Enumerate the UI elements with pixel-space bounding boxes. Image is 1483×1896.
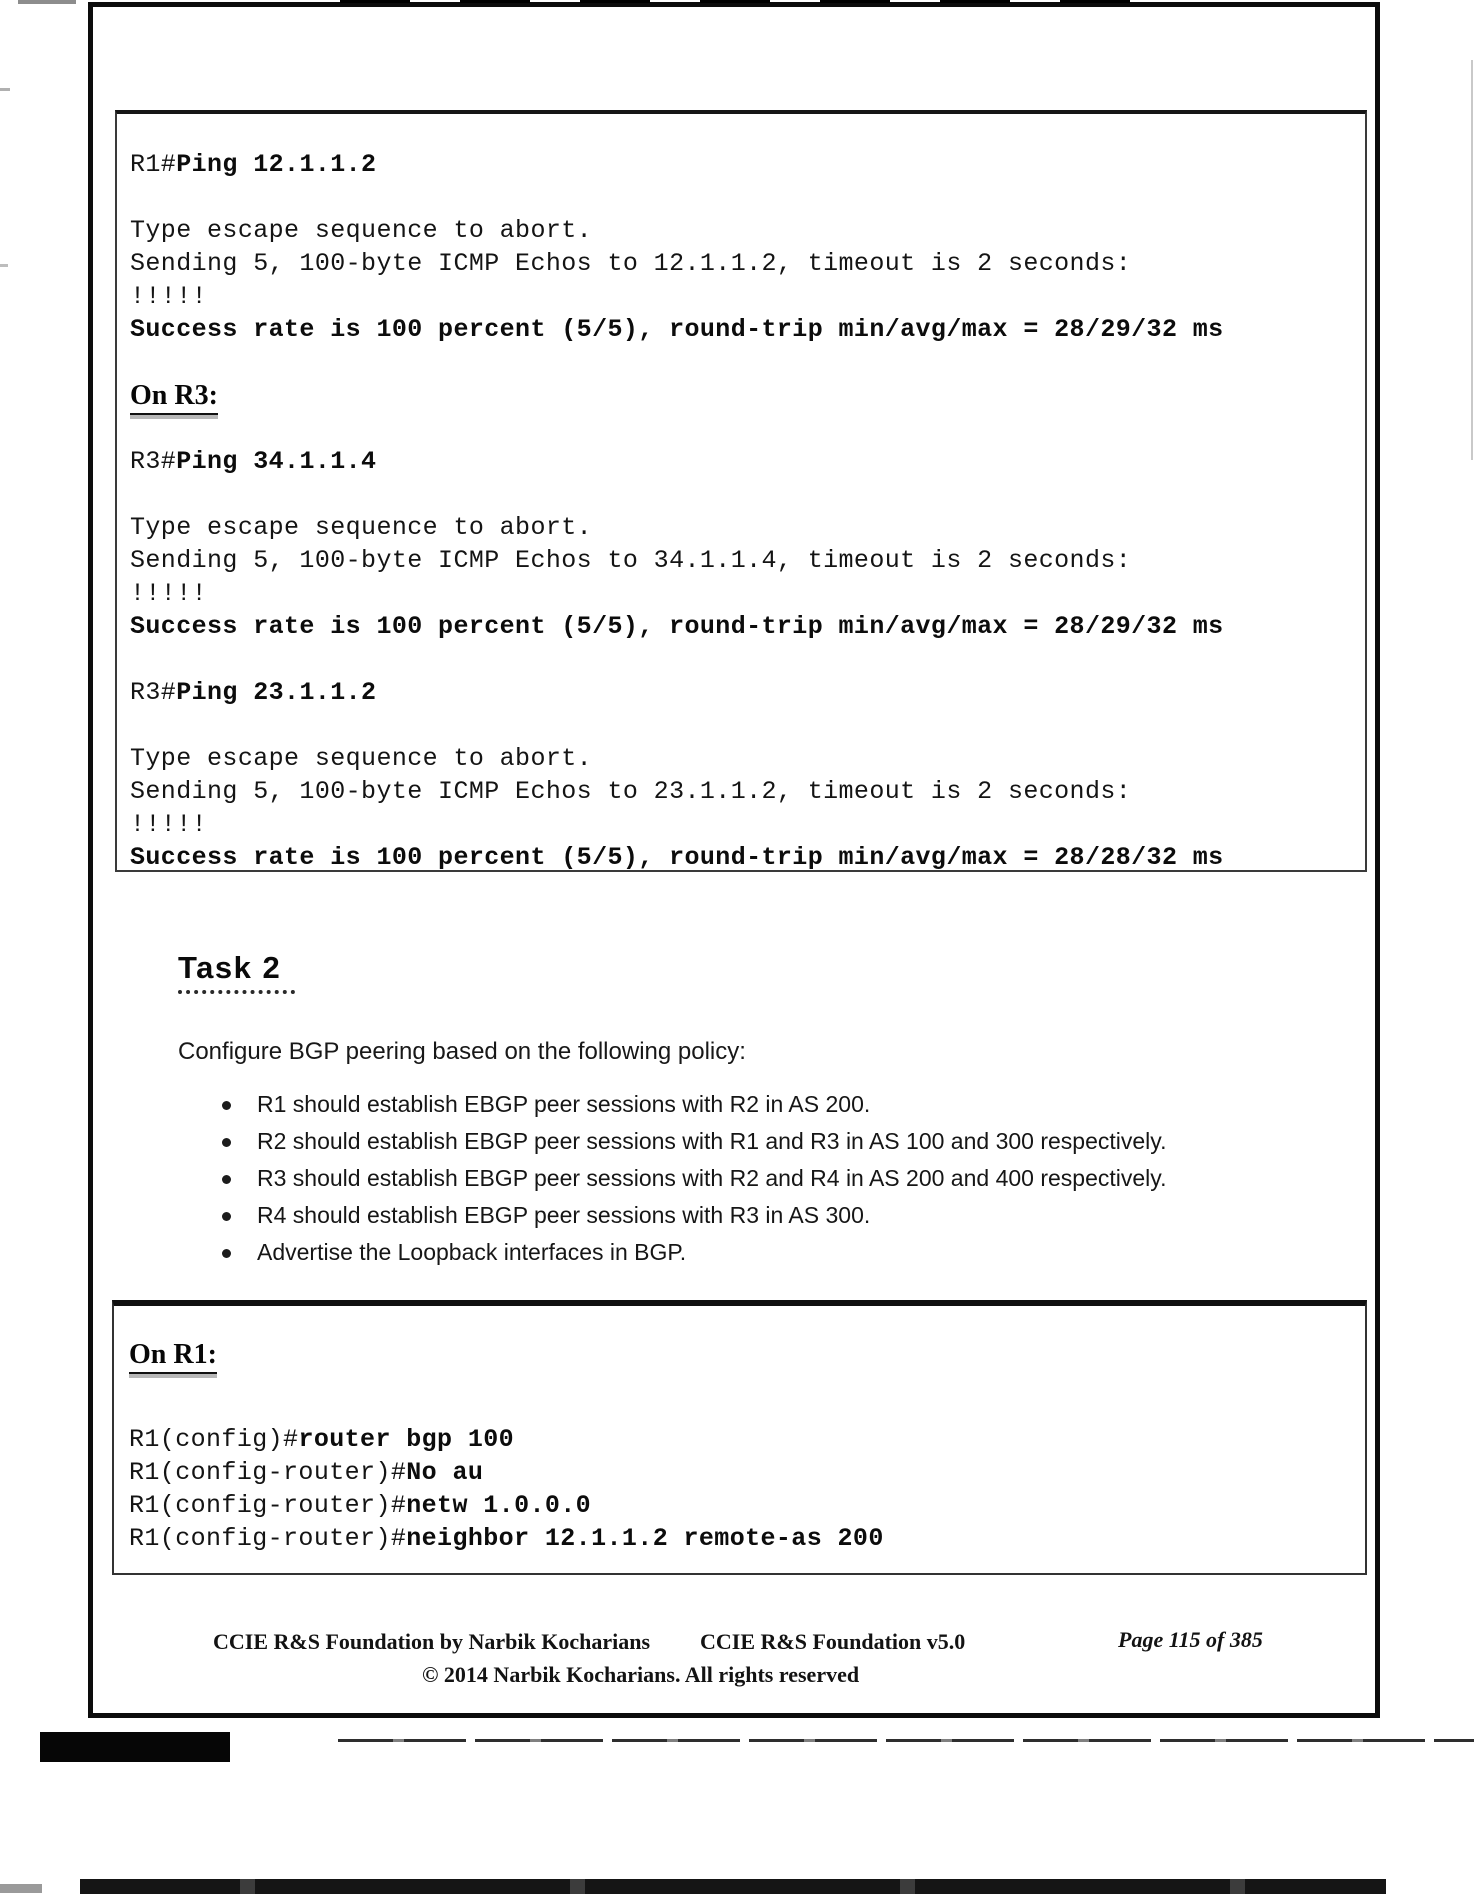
- cli-command-line: [130, 148, 1365, 181]
- scan-artifact-line: [1471, 60, 1473, 460]
- list-item: [222, 1129, 1352, 1154]
- list-item: [222, 1240, 1352, 1265]
- bullet-icon: [222, 1138, 231, 1147]
- cli-prompt: R1(config-router)#: [129, 1524, 407, 1553]
- cli-prompt: R1(config)#: [129, 1425, 299, 1454]
- cli-output-line: Type escape sequence to abort.: [130, 513, 593, 542]
- scan-artifact-dash: [0, 88, 10, 91]
- scan-artifact-line: [338, 1739, 1474, 1742]
- task-intro-text: Configure BGP peering based on the following policy:: [178, 1038, 746, 1065]
- scan-artifact-dash: [0, 1884, 42, 1893]
- bullet-text: Advertise the Loopback interfaces in BGP.: [257, 1239, 687, 1265]
- task-heading-text: Task 2: [178, 950, 295, 994]
- task-bullet-list: [222, 1092, 1352, 1277]
- bullet-icon: [222, 1175, 231, 1184]
- cli-command: Ping 34.1.1.4: [176, 447, 377, 476]
- bullet-icon: [222, 1212, 231, 1221]
- cli-prompt: R1#: [130, 150, 177, 179]
- task-heading: [178, 950, 295, 994]
- cli-command: neighbor 12.1.1.2 remote-as 200: [406, 1524, 884, 1553]
- bullet-icon: [222, 1249, 231, 1258]
- cli-prompt: R3#: [130, 678, 177, 707]
- cli-output-line: Sending 5, 100-byte ICMP Echos to 34.1.1.4, timeout is 2 seconds:: [130, 546, 1132, 575]
- cli-command: router bgp 100: [298, 1425, 515, 1454]
- spacer-line: [130, 478, 1365, 511]
- cli-output-line: !!!!!: [130, 810, 208, 839]
- footer-edition: CCIE R&S Foundation v5.0: [700, 1629, 966, 1654]
- device-section-heading-text: On R1:: [129, 1338, 217, 1374]
- cli-command-line: [130, 676, 1365, 709]
- cli-command: No au: [406, 1458, 484, 1487]
- bullet-text: R1 should establish EBGP peer sessions with R2 in AS 200.: [257, 1091, 871, 1117]
- cli-command: Ping 12.1.1.2: [176, 150, 377, 179]
- cli-prompt: R1(config-router)#: [129, 1458, 407, 1487]
- scan-artifact-dash: [0, 264, 8, 267]
- bullet-text: R2 should establish EBGP peer sessions with R1 and R3 in AS 100 and 300 respectively.: [257, 1128, 1167, 1154]
- footer-book-title: CCIE R&S Foundation by Narbik Kocharians: [213, 1629, 651, 1654]
- terminal-output-box-config: [112, 1300, 1367, 1575]
- footer-page-number: Page 115 of 385: [1118, 1627, 1263, 1652]
- cli-command-line: [129, 1456, 1365, 1489]
- scan-artifact-black-rectangle: [40, 1732, 230, 1762]
- list-item: [222, 1092, 1352, 1117]
- scan-artifact-dash: [340, 0, 1160, 3]
- cli-command-line: [129, 1423, 1365, 1456]
- cli-command-line: [129, 1522, 1365, 1555]
- footer-copyright: © 2014 Narbik Kocharians. All rights reserved: [422, 1662, 860, 1687]
- spacer-line: [130, 181, 1365, 214]
- cli-command: Ping 23.1.1.2: [176, 678, 377, 707]
- cli-success-line: Success rate is 100 percent (5/5), round-trip min/avg/max = 28/29/32 ms: [130, 612, 1224, 641]
- spacer-line: [130, 643, 1365, 676]
- cli-output-line: Type escape sequence to abort.: [130, 216, 593, 245]
- device-section-heading-text: On R3:: [130, 379, 218, 415]
- bullet-text: R3 should establish EBGP peer sessions with R2 and R4 in AS 200 and 400 respectively.: [257, 1165, 1167, 1191]
- spacer-line: [130, 709, 1365, 742]
- spacer-line: [130, 346, 1365, 379]
- cli-output-line: !!!!!: [130, 282, 208, 311]
- cli-command-line: [130, 445, 1365, 478]
- cli-command: netw 1.0.0.0: [406, 1491, 592, 1520]
- terminal-output-box-ping: [115, 110, 1367, 872]
- cli-prompt: R3#: [130, 447, 177, 476]
- device-section-heading-r3: [130, 379, 1365, 412]
- cli-prompt: R1(config-router)#: [129, 1491, 407, 1520]
- cli-output-line: !!!!!: [130, 579, 208, 608]
- spacer-line: [130, 412, 1365, 445]
- cli-success-line: Success rate is 100 percent (5/5), round-trip min/avg/max = 28/28/32 ms: [130, 843, 1224, 872]
- list-item: [222, 1203, 1352, 1228]
- cli-output-line: Sending 5, 100-byte ICMP Echos to 12.1.1.2, timeout is 2 seconds:: [130, 249, 1132, 278]
- cli-command-line: [129, 1489, 1365, 1522]
- scan-artifact-dash: [18, 0, 76, 4]
- list-item: [222, 1166, 1352, 1191]
- cli-output-line: Sending 5, 100-byte ICMP Echos to 23.1.1.2, timeout is 2 seconds:: [130, 777, 1132, 806]
- device-section-heading-r1: [129, 1338, 1365, 1371]
- scan-artifact-bottom-band: [80, 1879, 1386, 1894]
- bullet-icon: [222, 1101, 231, 1110]
- cli-success-line: Success rate is 100 percent (5/5), round-trip min/avg/max = 28/29/32 ms: [130, 315, 1224, 344]
- cli-output-line: Type escape sequence to abort.: [130, 744, 593, 773]
- bullet-text: R4 should establish EBGP peer sessions with R3 in AS 300.: [257, 1202, 871, 1228]
